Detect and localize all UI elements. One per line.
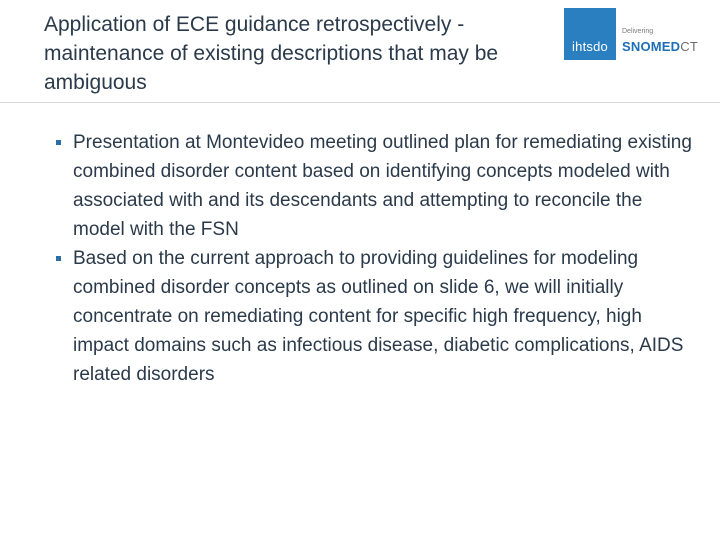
snomed-text: SNOMED — [622, 39, 681, 54]
bullet-item — [56, 128, 696, 244]
bullet-text: Presentation at Montevideo meeting outlined plan for remediating existing combined disorder content based on identifying concepts modeled with associated with and its descendants and attempting to reconcile the model with the FSN — [73, 132, 692, 240]
bullet-text: Based on the current approach to providing guidelines for modeling combined disorder concepts as outlined on slide 6, we will initially concentrate on remediating content for specific high frequency, high impact domains such as infectious disease, diabetic complications, AIDS related disorders — [73, 248, 684, 385]
slide-title: Application of ECE guidance retrospectively - maintenance of existing descriptions that may be ambiguous — [44, 13, 499, 94]
bullet-item — [56, 244, 696, 389]
bullet-marker-icon — [56, 140, 61, 145]
ct-text: CT — [680, 39, 698, 54]
bullet-marker-icon — [56, 256, 61, 261]
ihtsdo-logo-mark — [564, 8, 616, 60]
ihtsdo-snomed-logo — [564, 8, 714, 60]
header-divider — [0, 102, 720, 103]
ihtsdo-logo-text: ihtsdo — [572, 39, 608, 54]
snomed-ct-logo-text — [622, 39, 698, 55]
logo-tagline: Delivering — [622, 28, 654, 35]
bullet-list — [56, 128, 696, 389]
